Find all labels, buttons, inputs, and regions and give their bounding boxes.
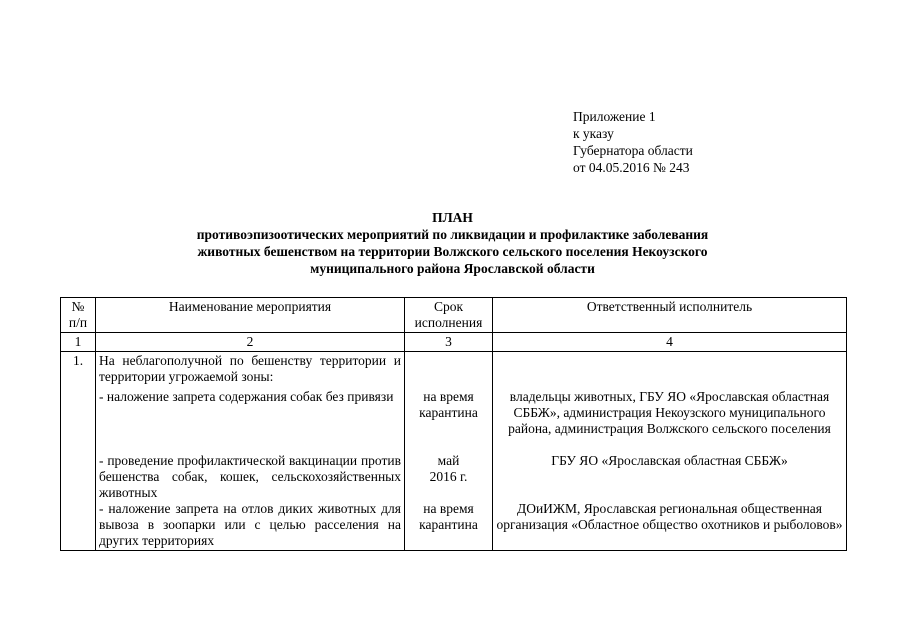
- title-line-1: противоэпизоотических мероприятий по ликвидации и профилактике заболевания: [196, 227, 709, 242]
- appendix-line-3: Губернатора области: [573, 143, 693, 158]
- row-responsible: [493, 352, 847, 551]
- document-title: [60, 209, 845, 277]
- item-name-2: - проведение профилактической вакцинации против бешенства собак, кошек, сельскохозяйственных животных: [99, 453, 401, 500]
- header-number: [61, 298, 96, 333]
- row-intro: На неблагополучной по бешенству территории и территории угрожаемой зоны:: [99, 353, 401, 384]
- item-resp-1: владельцы животных, ГБУ ЯО «Ярославская областная СББЖ», администрация Некоузского муниципального района, администрация Волжского сельского поселения: [508, 389, 831, 436]
- item-term-3: [408, 501, 489, 533]
- row-number: 1.: [61, 352, 96, 551]
- column-number-row: [61, 333, 847, 352]
- item-resp-3: ДОиИЖМ, Ярославская региональная общественная организация «Областное общество охотников и рыболовов»: [496, 501, 843, 532]
- header-number-line1: №: [71, 299, 85, 314]
- title-main: ПЛАН: [432, 210, 473, 225]
- item-name-3: - наложение запрета на отлов диких животных для вывоза в зоопарки или с целью расселения на других территориях: [99, 501, 401, 548]
- appendix-block: [573, 108, 693, 176]
- title-line-3: муниципального района Ярославской области: [310, 261, 595, 276]
- table-header-row: [61, 298, 847, 333]
- header-responsible: Ответственный исполнитель: [493, 298, 847, 333]
- table-row: [61, 352, 847, 551]
- col-number-4: 4: [493, 333, 847, 352]
- row-terms: [405, 352, 493, 551]
- col-number-1: 1: [61, 333, 96, 352]
- header-name: Наименование мероприятия: [96, 298, 405, 333]
- item-term-1-line1: на время: [423, 389, 474, 404]
- header-number-line2: п/п: [68, 315, 88, 330]
- item-resp-2: ГБУ ЯО «Ярославская областная СББЖ»: [551, 453, 788, 468]
- item-name-1: - наложение запрета содержания собак без привязи: [99, 389, 394, 404]
- title-line-2: животных бешенством на территории Волжского сельского поселения Некоузского: [197, 244, 708, 259]
- appendix-line-2: к указу: [573, 126, 614, 141]
- item-term-1: [408, 389, 489, 453]
- item-term-3-line2: карантина: [419, 517, 478, 532]
- col-number-2: 2: [96, 333, 405, 352]
- header-term: [405, 298, 493, 333]
- header-term-line2: исполнения: [414, 315, 483, 330]
- item-term-2-line1: май: [437, 453, 460, 468]
- header-term-line1: Срок: [433, 299, 464, 314]
- plan-table: [60, 297, 847, 551]
- row-content: [96, 352, 405, 551]
- item-term-2-line2: 2016 г.: [429, 469, 468, 484]
- col-number-3: 3: [405, 333, 493, 352]
- item-term-1-line2: карантина: [419, 405, 478, 420]
- item-term-2: [408, 453, 489, 501]
- appendix-line-4: от 04.05.2016 № 243: [573, 160, 690, 175]
- item-term-3-line1: на время: [423, 501, 474, 516]
- appendix-line-1: Приложение 1: [573, 109, 656, 124]
